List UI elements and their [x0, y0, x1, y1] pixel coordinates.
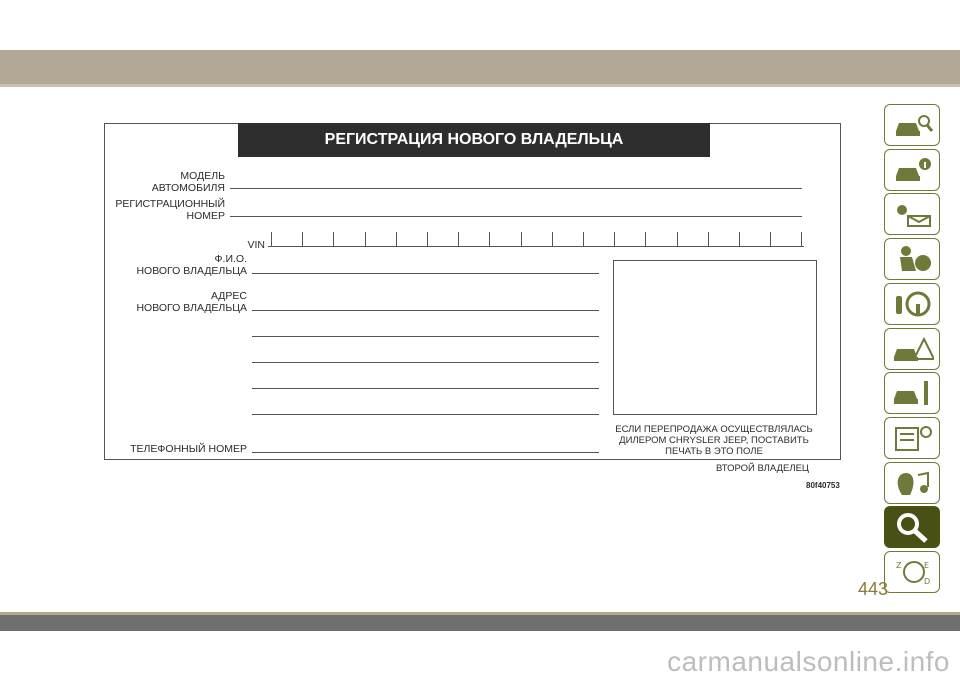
- vin-line[interactable]: [268, 246, 804, 247]
- vin-cell-divider: [333, 232, 334, 246]
- dealer-stamp-box: [613, 260, 817, 415]
- vin-cell-divider: [677, 232, 678, 246]
- chapter-tab-car-warning-triangle[interactable]: [884, 328, 940, 370]
- header-divider: [0, 84, 960, 87]
- chapter-tab-passenger-airbag[interactable]: [884, 238, 940, 280]
- figure-code: 80f40753: [806, 481, 840, 490]
- header-band: [0, 50, 960, 84]
- dealer-stamp-instruction: ЕСЛИ ПЕРЕПРОДАЖА ОСУЩЕСТВЛЯЛАСЬ ДИЛЕРОМ CHRYSLER JEEP, ПОСТАВИТЬ ПЕЧАТЬ В ЭТО ПОЛЕ: [615, 424, 813, 457]
- vin-cell-divider: [396, 232, 397, 246]
- registration-number-label: РЕГИСТРАЦИОННЫЙ НОМЕР: [115, 198, 225, 222]
- vin-cell-divider: [614, 232, 615, 246]
- phone-number-label: ТЕЛЕФОННЫЙ НОМЕР: [130, 443, 247, 455]
- svg-text:E: E: [924, 561, 930, 570]
- vin-cell-divider: [739, 232, 740, 246]
- chapter-tab-car-search[interactable]: [884, 104, 940, 146]
- model-label: МОДЕЛЬ АВТОМОБИЛЯ: [151, 170, 225, 194]
- svg-text:D: D: [924, 577, 931, 586]
- second-owner-caption: ВТОРОЙ ВЛАДЕЛЕЦ: [716, 463, 809, 474]
- vin-cell-divider: [521, 232, 522, 246]
- chapter-tab-list-settings[interactable]: [884, 417, 940, 459]
- svg-text:Z: Z: [896, 561, 902, 570]
- registration-number-line[interactable]: [230, 216, 802, 217]
- car-warning-triangle-icon: [890, 333, 934, 365]
- vin-cell-divider: [801, 232, 802, 246]
- vin-cell-divider: [770, 232, 771, 246]
- vin-cell-divider: [427, 232, 428, 246]
- media-navigation-icon: [890, 467, 934, 499]
- car-wrench-icon: [890, 377, 934, 409]
- new-owner-name-line[interactable]: [252, 273, 599, 274]
- chapter-tab-alphabetical-index[interactable]: [884, 551, 940, 593]
- warning-lights-message-icon: [890, 198, 934, 230]
- chapter-tab-steering-key[interactable]: [884, 283, 940, 325]
- phone-number-line[interactable]: [252, 452, 599, 453]
- chapter-tab-car-info[interactable]: [884, 149, 940, 191]
- address-line[interactable]: [252, 388, 599, 389]
- list-settings-icon: [890, 422, 934, 454]
- new-owner-address-label: АДРЕС НОВОГО ВЛАДЕЛЬЦА: [136, 290, 247, 314]
- vin-cell-divider: [489, 232, 490, 246]
- vin-cell-divider: [365, 232, 366, 246]
- vin-cell-divider: [271, 232, 272, 246]
- page-number: 443: [858, 579, 889, 599]
- vin-cell-divider: [645, 232, 646, 246]
- chapter-tab-car-wrench[interactable]: [884, 372, 940, 414]
- passenger-airbag-icon: [890, 243, 934, 275]
- footer-band: [0, 612, 960, 631]
- vin-cell-divider: [302, 232, 303, 246]
- owner-registration-form: [104, 123, 841, 460]
- new-owner-name-label: Ф.И.О. НОВОГО ВЛАДЕЛЬЦА: [136, 253, 247, 277]
- watermark: carmanualsonline.info: [667, 646, 950, 677]
- vin-cell-divider: [552, 232, 553, 246]
- alphabetical-index-icon: [890, 556, 934, 588]
- chapter-tab-warning-lights-message[interactable]: [884, 193, 940, 235]
- form-title: РЕГИСТРАЦИЯ НОВОГО ВЛАДЕЛЬЦА: [238, 123, 710, 157]
- chapter-tab-media-navigation[interactable]: [884, 462, 940, 504]
- car-info-icon: [890, 154, 934, 186]
- car-search-icon: [890, 109, 934, 141]
- steering-key-icon: [890, 288, 934, 320]
- address-line[interactable]: [252, 310, 599, 311]
- address-line[interactable]: [252, 414, 599, 415]
- chapter-tab-search[interactable]: [884, 506, 940, 548]
- vin-cell-divider: [708, 232, 709, 246]
- vin-label: VIN: [247, 239, 265, 251]
- vin-cell-divider: [583, 232, 584, 246]
- address-line[interactable]: [252, 362, 599, 363]
- address-line[interactable]: [252, 336, 599, 337]
- vin-cell-divider: [458, 232, 459, 246]
- model-line[interactable]: [230, 188, 802, 189]
- search-icon: [890, 511, 934, 543]
